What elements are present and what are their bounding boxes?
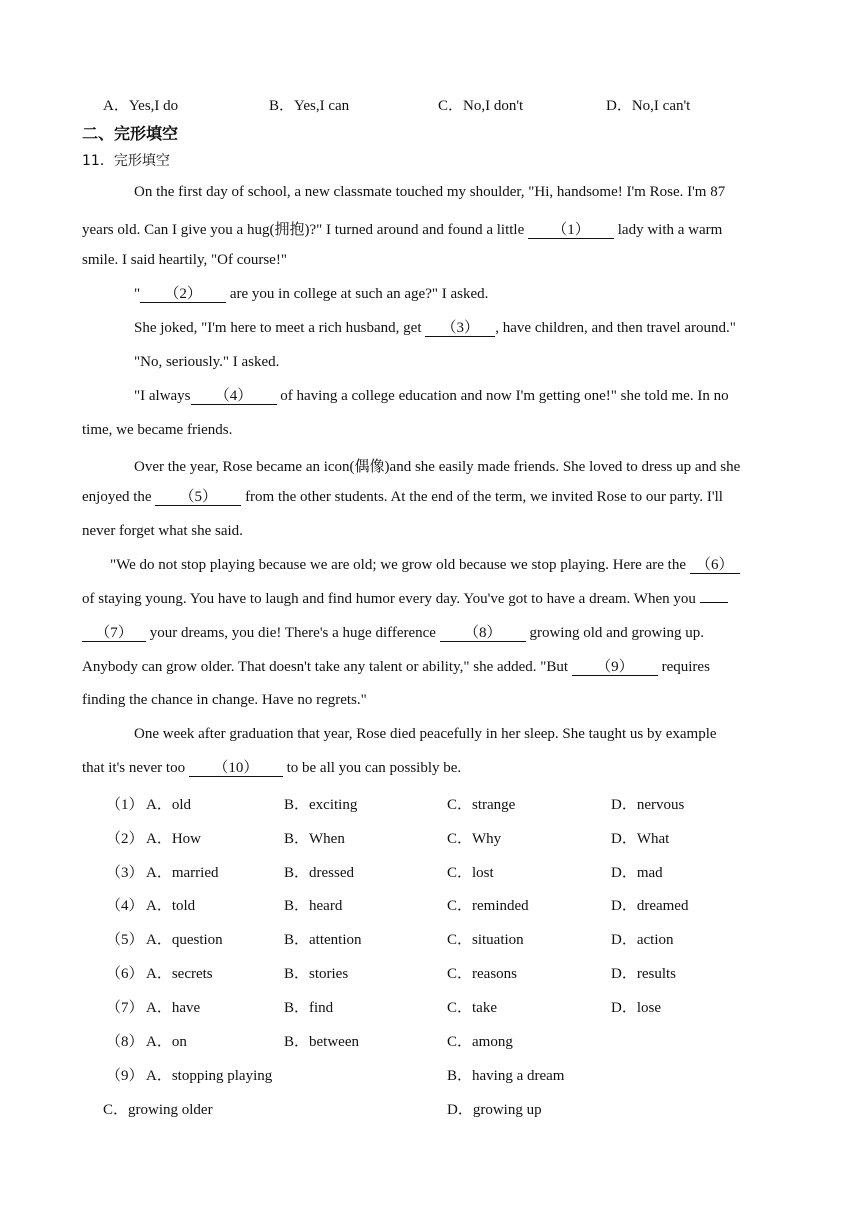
- passage-line: [82, 760, 461, 777]
- option-d: D．lose: [611, 1000, 661, 1016]
- passage-text: that it's never too: [82, 760, 189, 776]
- option-label: （2）: [106, 831, 144, 847]
- blank-4: （4）: [191, 389, 277, 405]
- option-d: D．action: [611, 932, 674, 948]
- prev-option-a: A．Yes,I do: [103, 98, 179, 114]
- passage-text: lady with a warm: [614, 222, 723, 238]
- passage-line: [82, 523, 243, 540]
- option-c: C．take: [447, 1000, 497, 1016]
- blank-10: （10）: [189, 761, 283, 777]
- passage-line: [82, 422, 232, 439]
- blank-2: （2）: [140, 287, 226, 303]
- option-b: B．having a dream: [447, 1068, 565, 1084]
- passage-line: [82, 591, 728, 608]
- option-b: B．attention: [284, 932, 362, 948]
- passage-text: ": [134, 286, 141, 302]
- passage-text: never forget what she said.: [82, 523, 243, 539]
- option-c: C．situation: [447, 932, 524, 948]
- passage-text: Anybody can grow older. That doesn't take any talent or ability," she added. "But: [82, 659, 572, 675]
- option-d: D．dreamed: [611, 898, 689, 914]
- passage-text: to be all you can possibly be.: [282, 760, 462, 776]
- option-b: B．between: [284, 1034, 359, 1050]
- passage-text: growing old and growing up.: [525, 625, 705, 641]
- option-c: C．growing older: [103, 1102, 213, 1118]
- option-label: （1）: [106, 797, 144, 813]
- passage-text: smile. I said heartily, "Of course!": [82, 252, 287, 268]
- blank-5: （5）: [155, 490, 241, 506]
- option-c: C．strange: [447, 797, 516, 813]
- option-a: A．stopping playing: [146, 1068, 273, 1084]
- blank-7-start: [700, 602, 728, 603]
- prev-option-d: D．No,I can't: [606, 98, 691, 114]
- option-b: B．exciting: [284, 797, 358, 813]
- passage-text: "I always: [134, 388, 191, 404]
- passage-line: [82, 218, 722, 239]
- passage-line: [134, 286, 488, 303]
- passage-text: requires: [657, 659, 710, 675]
- passage-text: your dreams, you die! There's a huge difference: [146, 625, 440, 641]
- prev-option-b: B．Yes,I can: [269, 98, 350, 114]
- option-label: （3）: [106, 865, 144, 881]
- passage-text: years old. Can I give you a hug(拥抱)?" I turned around and found a little: [82, 222, 529, 238]
- option-label: （9）: [106, 1068, 144, 1084]
- section-heading: 二、完形填空: [82, 124, 179, 143]
- passage-line: [134, 354, 279, 371]
- blank-3: （3）: [425, 321, 495, 337]
- option-c: C．reasons: [447, 966, 517, 982]
- option-b: B．stories: [284, 966, 349, 982]
- option-d: D．What: [611, 831, 670, 847]
- passage-line: [134, 184, 725, 201]
- option-d: D．results: [611, 966, 676, 982]
- option-a: A．told: [146, 898, 196, 914]
- passage-text: of staying young. You have to laugh and find humor every day. You've got to have a dream. When you: [82, 591, 700, 607]
- blank-9: （9）: [572, 660, 658, 676]
- passage-text: finding the chance in change. Have no regrets.": [82, 692, 367, 708]
- passage-line: [82, 252, 287, 269]
- option-d: D．nervous: [611, 797, 685, 813]
- option-a: A．question: [146, 932, 223, 948]
- option-b: B．dressed: [284, 865, 354, 881]
- option-label: （6）: [106, 966, 144, 982]
- option-a: A．have: [146, 1000, 201, 1016]
- option-label: （4）: [106, 898, 144, 914]
- passage-text: of having a college education and now I'm getting one!" she told me. In no: [276, 388, 729, 404]
- passage-line: [82, 625, 704, 642]
- passage-text: from the other students. At the end of the term, we invited Rose to our party. I'll: [241, 489, 723, 505]
- prev-option-c: C．No,I don't: [438, 98, 524, 114]
- option-c: C．among: [447, 1034, 513, 1050]
- option-label: （8）: [106, 1034, 144, 1050]
- question-label: 11．完形填空: [82, 153, 170, 169]
- option-a: A．How: [146, 831, 201, 847]
- option-d: D．mad: [611, 865, 663, 881]
- blank-8: （8）: [440, 626, 526, 642]
- passage-line: [134, 388, 729, 405]
- passage-line: [110, 557, 740, 574]
- option-a: A．on: [146, 1034, 187, 1050]
- passage-line: [134, 726, 717, 743]
- option-b: B．When: [284, 831, 345, 847]
- passage-text: She joked, "I'm here to meet a rich husband, get: [134, 320, 426, 336]
- option-a: A．married: [146, 865, 219, 881]
- passage-line: [82, 489, 723, 506]
- passage-line: [134, 455, 740, 476]
- passage-text: Over the year, Rose became an icon(偶像)and she easily made friends. She loved to dress up and she: [134, 459, 741, 475]
- option-label: （7）: [106, 1000, 144, 1016]
- passage-text: time, we became friends.: [82, 422, 233, 438]
- passage-text: On the first day of school, a new classmate touched my shoulder, "Hi, handsome! I'm Rose. I'm 87: [134, 184, 726, 200]
- passage-text: "No, seriously." I asked.: [134, 354, 280, 370]
- option-c: C．lost: [447, 865, 494, 881]
- option-b: B．find: [284, 1000, 334, 1016]
- option-a: A．secrets: [146, 966, 213, 982]
- option-label: （5）: [106, 932, 144, 948]
- option-c: C．Why: [447, 831, 502, 847]
- option-d: D．growing up: [447, 1102, 542, 1118]
- option-b: B．heard: [284, 898, 343, 914]
- passage-text: are you in college at such an age?" I asked.: [226, 286, 489, 302]
- passage-line: [82, 659, 710, 676]
- passage-line: [134, 320, 736, 337]
- blank-7: （7）: [82, 626, 146, 642]
- passage-text: , have children, and then travel around.": [495, 320, 736, 336]
- passage-text: "We do not stop playing because we are old; we grow old because we stop playing. Here are the: [110, 557, 690, 573]
- blank-1: （1）: [528, 223, 614, 239]
- passage-text: enjoyed the: [82, 489, 156, 505]
- passage-line: [82, 692, 367, 709]
- option-a: A．old: [146, 797, 192, 813]
- option-c: C．reminded: [447, 898, 529, 914]
- blank-6: （6）: [690, 558, 740, 574]
- passage-text: One week after graduation that year, Rose died peacefully in her sleep. She taught us by example: [134, 726, 717, 742]
